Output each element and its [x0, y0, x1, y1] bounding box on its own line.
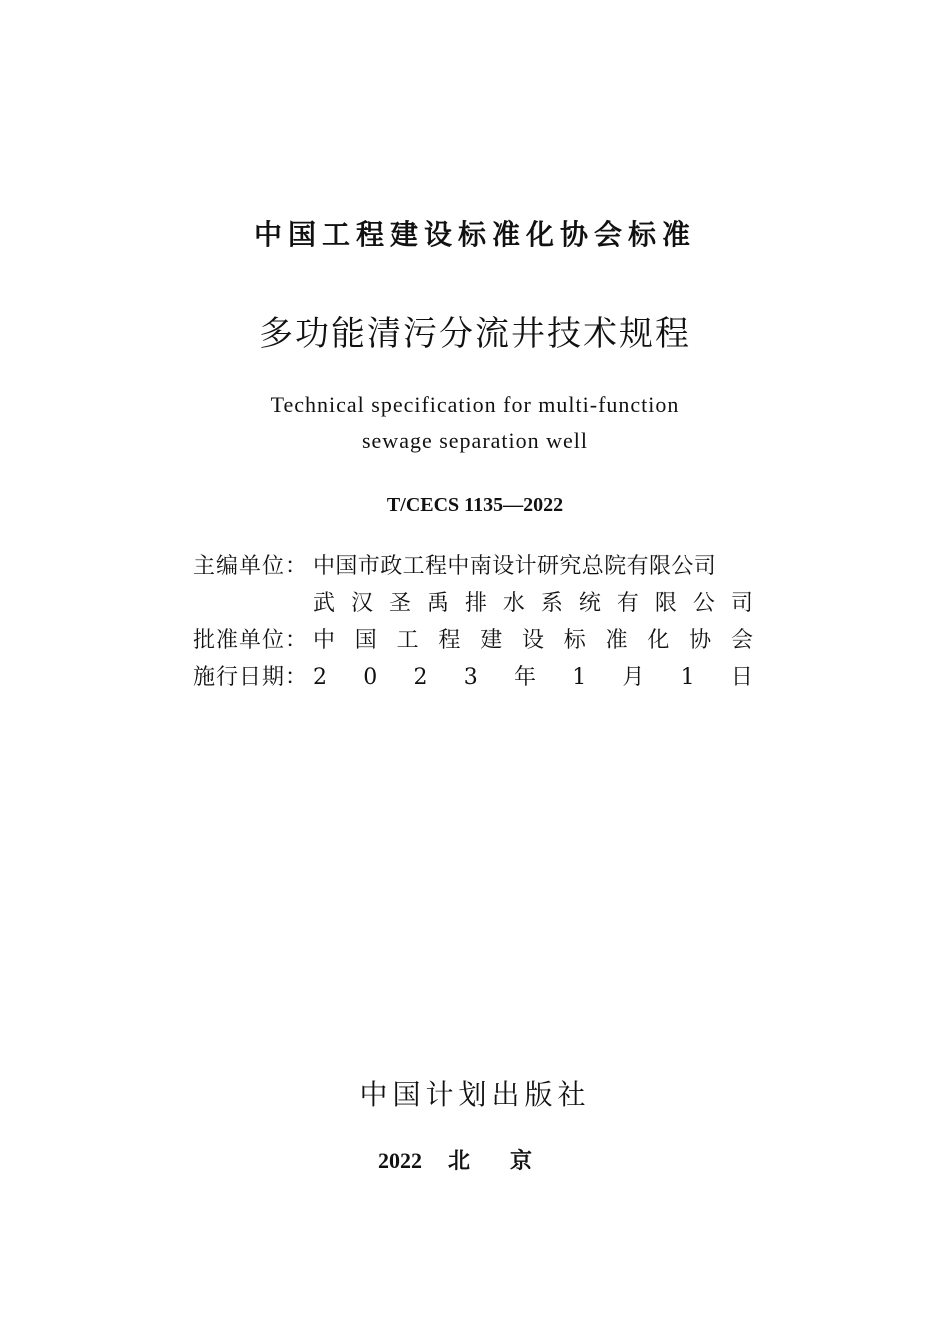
editor-value-2-char: 禹	[426, 591, 449, 616]
publication-city: 北京	[447, 1148, 572, 1173]
approver-value-char: 建	[480, 628, 503, 653]
approver-value-char: 中	[313, 628, 336, 653]
effective-date-value	[313, 660, 753, 696]
publisher-name: 中国计划出版社	[359, 1078, 591, 1111]
effective-date-char: 1	[572, 665, 587, 690]
standard-series-title: 中国工程建设标准化协会标准	[253, 218, 696, 251]
effective-date-char: 3	[463, 665, 478, 690]
approver-value-char: 工	[396, 628, 419, 653]
publication-year-city	[0, 1143, 950, 1179]
effective-date-char: 日	[730, 665, 753, 690]
editor-label: 主编单位：	[193, 554, 309, 579]
approver-value-char: 设	[521, 628, 544, 653]
editor-value-1-text: 中国市政工程中南设计研究总院有限公司	[313, 554, 717, 579]
publication-year: 2022	[377, 1148, 422, 1173]
editor-value-2-char: 圣	[388, 591, 411, 616]
editor-value-2-char: 汉	[350, 591, 373, 616]
editor-value-2-char: 限	[654, 591, 677, 616]
editor-value-2-char: 武	[313, 591, 336, 616]
document-title-english-line2: sewage separation well	[361, 428, 589, 453]
editor-value-2-char: 公	[692, 591, 715, 616]
effective-date-char: 2	[413, 665, 428, 690]
editor-value-2	[313, 586, 753, 622]
editor-value-2-char: 系	[540, 591, 563, 616]
standard-code: T/CECS 1135—2022	[386, 494, 564, 516]
approver-value-char: 会	[730, 628, 753, 653]
effective-date-char: 2	[313, 665, 327, 690]
effective-date-char: 1	[680, 665, 695, 690]
approver-row	[193, 623, 753, 659]
editor-value-2-char: 司	[730, 591, 753, 616]
editor-row	[193, 549, 753, 585]
editor-value-2-char: 有	[616, 591, 639, 616]
approver-value-char: 协	[689, 628, 712, 653]
approver-value-char: 准	[605, 628, 628, 653]
approver-value-char: 程	[438, 628, 461, 653]
editor-value-2-char: 排	[464, 591, 487, 616]
document-title-english-line1: Technical specification for multi-function	[270, 392, 680, 417]
editor-value-2-char: 统	[578, 591, 601, 616]
editor-row-2	[193, 586, 753, 622]
approver-value-char: 国	[354, 628, 377, 653]
effective-date-char: 月	[622, 665, 645, 690]
approver-value-char: 化	[647, 628, 670, 653]
editor-value-1	[313, 549, 753, 585]
approver-value-char: 标	[563, 628, 586, 653]
effective-date-char: 0	[363, 665, 378, 690]
document-title-chinese: 多功能清污分流井技术规程	[259, 314, 691, 354]
editor-value-2-char: 水	[502, 591, 525, 616]
approver-value	[313, 623, 753, 659]
effective-date-char: 年	[513, 665, 536, 690]
approver-label: 批准单位：	[193, 628, 309, 653]
effective-date-label: 施行日期：	[193, 665, 309, 690]
effective-date-row	[193, 660, 753, 696]
